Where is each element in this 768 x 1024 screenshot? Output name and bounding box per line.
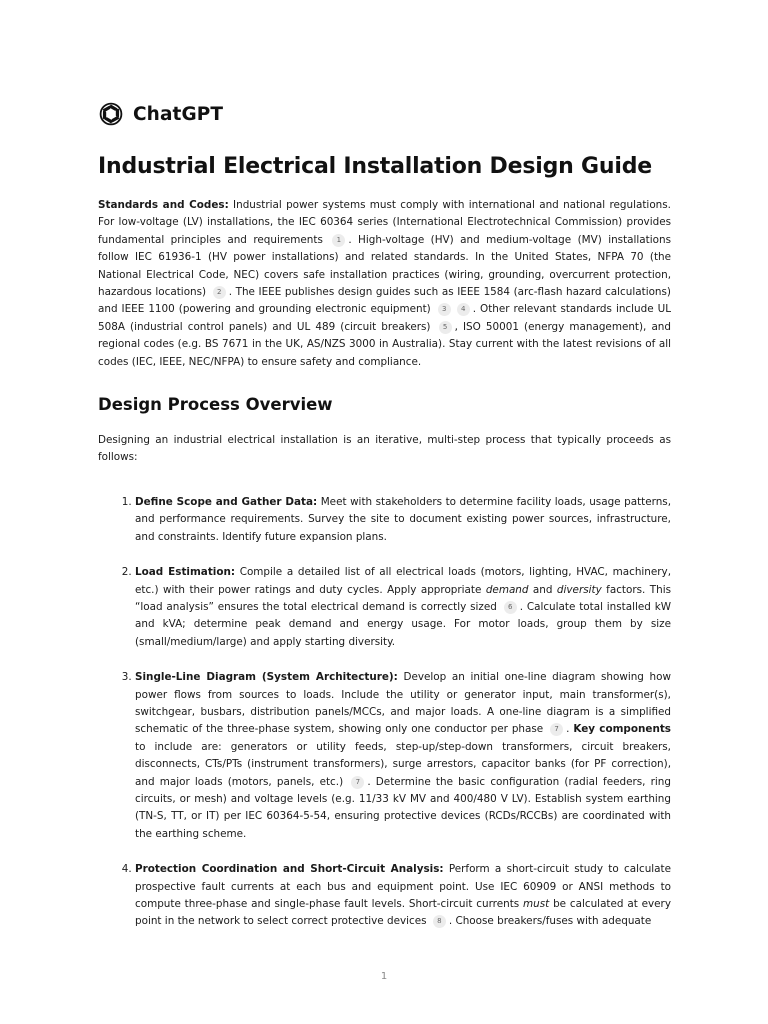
step-text: Compile a detailed list of all electrical loads (motors, lighting, HVAC, machinery, etc.) with their power ratings and duty cycles. Apply appropriate xyxy=(135,566,671,596)
citation-badge[interactable]: 4 xyxy=(457,303,470,316)
citation-badge[interactable]: 8 xyxy=(433,915,446,928)
emphasis-diversity: diversity xyxy=(556,583,602,596)
step-label: Define Scope and Gather Data: xyxy=(135,495,318,508)
list-item-step-2 xyxy=(135,564,671,651)
step-text: and xyxy=(528,583,557,596)
citation-badge[interactable]: 3 xyxy=(438,303,451,316)
standards-paragraph xyxy=(98,197,671,371)
key-components-label: Key components xyxy=(573,723,671,736)
emphasis-demand: demand xyxy=(485,583,529,596)
step-text: to include are: generators or utility feeds, step-up/step-down transformers, circuit breakers, disconnects, CTs/PTs (instrument transformers), surge arrestors, capacitor banks (for PF correction), and major loads (motors, panels, etc.) xyxy=(135,740,671,788)
step-text: Meet with stakeholders to determine facility loads, usage patterns, and performance requirements. Survey the site to document existing power sources, infrastructure, and constraints. Identify future expansion plans. xyxy=(135,495,671,543)
document-page xyxy=(98,98,671,949)
document-title: Industrial Electrical Installation Design Guide xyxy=(98,154,652,179)
step-text: Develop an initial one-line diagram showing how power flows from sources to loads. Include the utility or generator input, main transformer(s), switchgear, busbars, distribution panels/MCCs, and major loads. A one-line diagram is a simplified schematic of the three-phase system, showing only one conductor per phase xyxy=(135,671,671,736)
step-text: . Determine the basic configuration (radial feeders, ring circuits, or mesh) and voltage levels (e.g. 11/33 kV MV and 400/480 V LV). Establish system earthing (TN-S, TT, or IT) per IEC 60364-5-54, ensuring protective devices (RCDs/RCCBs) are coordinated with the earthing scheme. xyxy=(135,775,671,840)
section-heading-design-process: Design Process Overview xyxy=(98,395,333,415)
standards-text-4: . Other relevant standards include UL 508A (industrial control panels) and UL 489 (circuit breakers) xyxy=(98,303,671,333)
list-item-step-3 xyxy=(135,669,671,843)
list-item-step-1 xyxy=(135,494,671,546)
standards-label: Standards and Codes: xyxy=(98,199,229,211)
step-label: Single-Line Diagram (System Architecture): xyxy=(135,671,398,684)
standards-text-1: Industrial power systems must comply with international and national regulations. For low-voltage (LV) installations, the IEC 60364 series (International Electrotechnical Commission) provides fundamental principles and requirements xyxy=(98,199,671,246)
page-number: 1 xyxy=(380,971,388,982)
design-steps-list xyxy=(98,494,671,931)
citation-badge[interactable]: 6 xyxy=(504,601,517,614)
citation-badge[interactable]: 5 xyxy=(439,321,452,334)
step-text: . Calculate total installed kW and kVA; determine peak demand and energy usage. For motor loads, group them by size (small/medium/large) and apply starting diversity. xyxy=(135,600,671,648)
step-text: . Choose breakers/fuses with adequate xyxy=(448,915,652,928)
step-text: be calculated at every point in the network to select correct protective devices xyxy=(135,898,671,928)
step-label: Protection Coordination and Short-Circuit Analysis: xyxy=(135,863,444,876)
citation-badge[interactable]: 1 xyxy=(332,234,345,247)
step-label: Load Estimation: xyxy=(135,566,236,579)
design-process-intro: Designing an industrial electrical installation is an iterative, multi-step process that typically proceeds as follows: xyxy=(98,434,671,464)
standards-text-3: . The IEEE publishes design guides such as IEEE 1584 (arc-flash hazard calculations) and IEEE 1100 (powering and grounding electronic equipment) xyxy=(98,286,671,316)
step-text: . xyxy=(566,723,574,736)
citation-badge[interactable]: 2 xyxy=(213,286,226,299)
citation-badge[interactable]: 7 xyxy=(550,723,563,736)
openai-logo-icon xyxy=(98,101,124,127)
standards-text-2: . High-voltage (HV) and medium-voltage (MV) installations follow IEC 61936-1 (HV power installations) and related standards. In the United States, NFPA 70 (the National Electrical Code, NEC) covers safe installation practices (wiring, grounding, overcurrent protection, hazardous locations) xyxy=(98,233,671,299)
step-text: Perform a short-circuit study to calculate prospective fault currents at each bus and equipment point. Use IEC 60909 or ANSI methods to compute three-phase and single-phase fault levels. Short-circuit currents xyxy=(135,863,672,910)
step-text: factors. This “load analysis” ensures the total electrical demand is correctly sized xyxy=(135,583,672,613)
standards-text-5: , ISO 50001 (energy management), and regional codes (e.g. BS 7671 in the UK, AS/NZS 3000 in Australia). Stay current with the latest revisions of all codes (IEC, IEEE, NEC/NFPA) to ensure safety and compliance. xyxy=(98,320,671,368)
list-item-step-4 xyxy=(135,861,671,931)
emphasis-must: must xyxy=(523,898,550,910)
citation-badge[interactable]: 7 xyxy=(351,776,364,789)
brand-name: ChatGPT xyxy=(133,103,224,125)
brand-header xyxy=(98,98,671,130)
